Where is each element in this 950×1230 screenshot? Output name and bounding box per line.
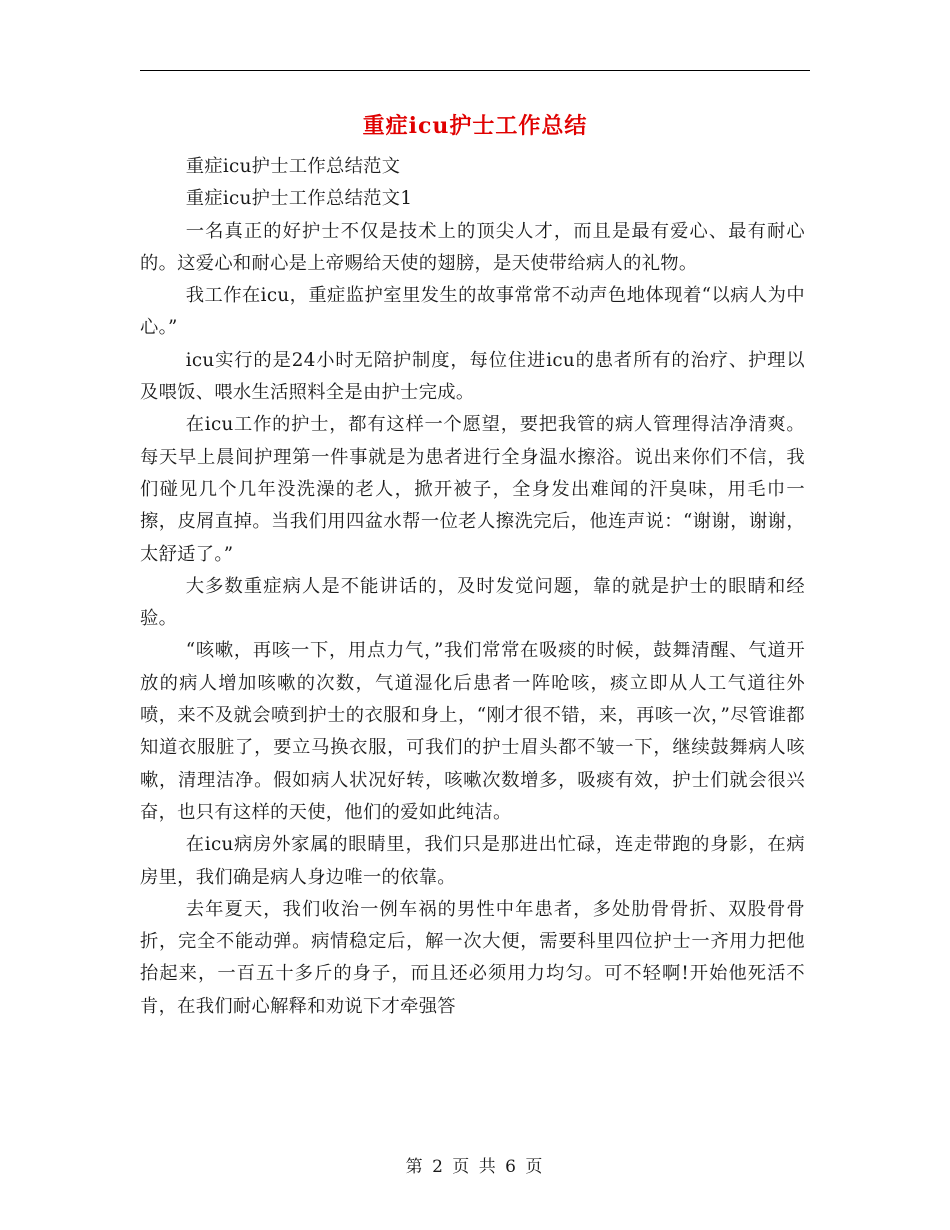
paragraph: icu实行的是24小时无陪护制度，每位住进icu的患者所有的治疗、护理以及喂饭、喂水生活照料全是由护士完成。 [140,349,805,404]
header-rule [140,70,810,71]
paragraph: 重症icu护士工作总结范文 [185,156,401,177]
document-title: 重症icu护士工作总结 [362,113,588,139]
paragraph: 一名真正的好护士不仅是技术上的顶尖人才，而且是最有爱心、最有耐心的。这爱心和耐心是上帝赐给天使的翅膀，是天使带给病人的礼物。 [140,220,805,274]
paragraph: 重症icu护士工作总结范文1 [185,188,413,210]
document-body [140,151,805,1023]
paragraph: “咳嗽，再咳一下，用点力气，”我们常常在吸痰的时候，鼓舞清醒、气道开放的病人增加咳嗽的次数，气道湿化后患者一阵呛咳，痰立即从人工气道往外喷，来不及就会喷到护士的衣服和身上，“刚才很不错，来，再咳一次，”尽管谁都知道衣服脏了，要立马换衣服，可我们的护士眉头都不皱一下，继续鼓舞病人咳嗽，清理洁净。假如病人状况好转，咳嗽次数增多，吸痰有效，护士们就会很兴奋，也只有这样的天使，他们的爱如此纯洁。 [140,640,805,823]
paragraph: 在icu病房外家属的眼睛里，我们只是那进出忙碌，连走带跑的身影，在病房里，我们确是病人身边唯一的依靠。 [140,834,805,888]
paragraph: 大多数重症病人是不能讲话的，及时发觉问题，靠的就是护士的眼睛和经验。 [140,575,805,630]
page-number: 第 2 页 共 6 页 [405,1157,545,1177]
paragraph: 去年夏天，我们收治一例车祸的男性中年患者，多处肋骨骨折、双股骨骨折，完全不能动弹。病情稳定后，解一次大便，需要科里四位护士一齐用力把他抬起来，一百五十多斤的身子，而且还必须用力均匀。可不轻啊!开始他死活不肯，在我们耐心解释和劝说下才牵强答 [140,898,805,1017]
paragraph: 我工作在icu，重症监护室里发生的故事常常不动声色地体现着“以病人为中心。” [140,285,805,339]
paragraph: 在icu工作的护士，都有这样一个愿望，要把我管的病人管理得洁净清爽。每天早上晨间护理第一件事就是为患者进行全身温水擦浴。说出来你们不信，我们碰见几个几年没洗澡的老人，掀开被子，全身发出难闻的汗臭味，用毛巾一擦，皮屑直掉。当我们用四盆水帮一位老人擦洗完后，他连声说：“谢谢，谢谢，太舒适了。” [140,414,805,565]
